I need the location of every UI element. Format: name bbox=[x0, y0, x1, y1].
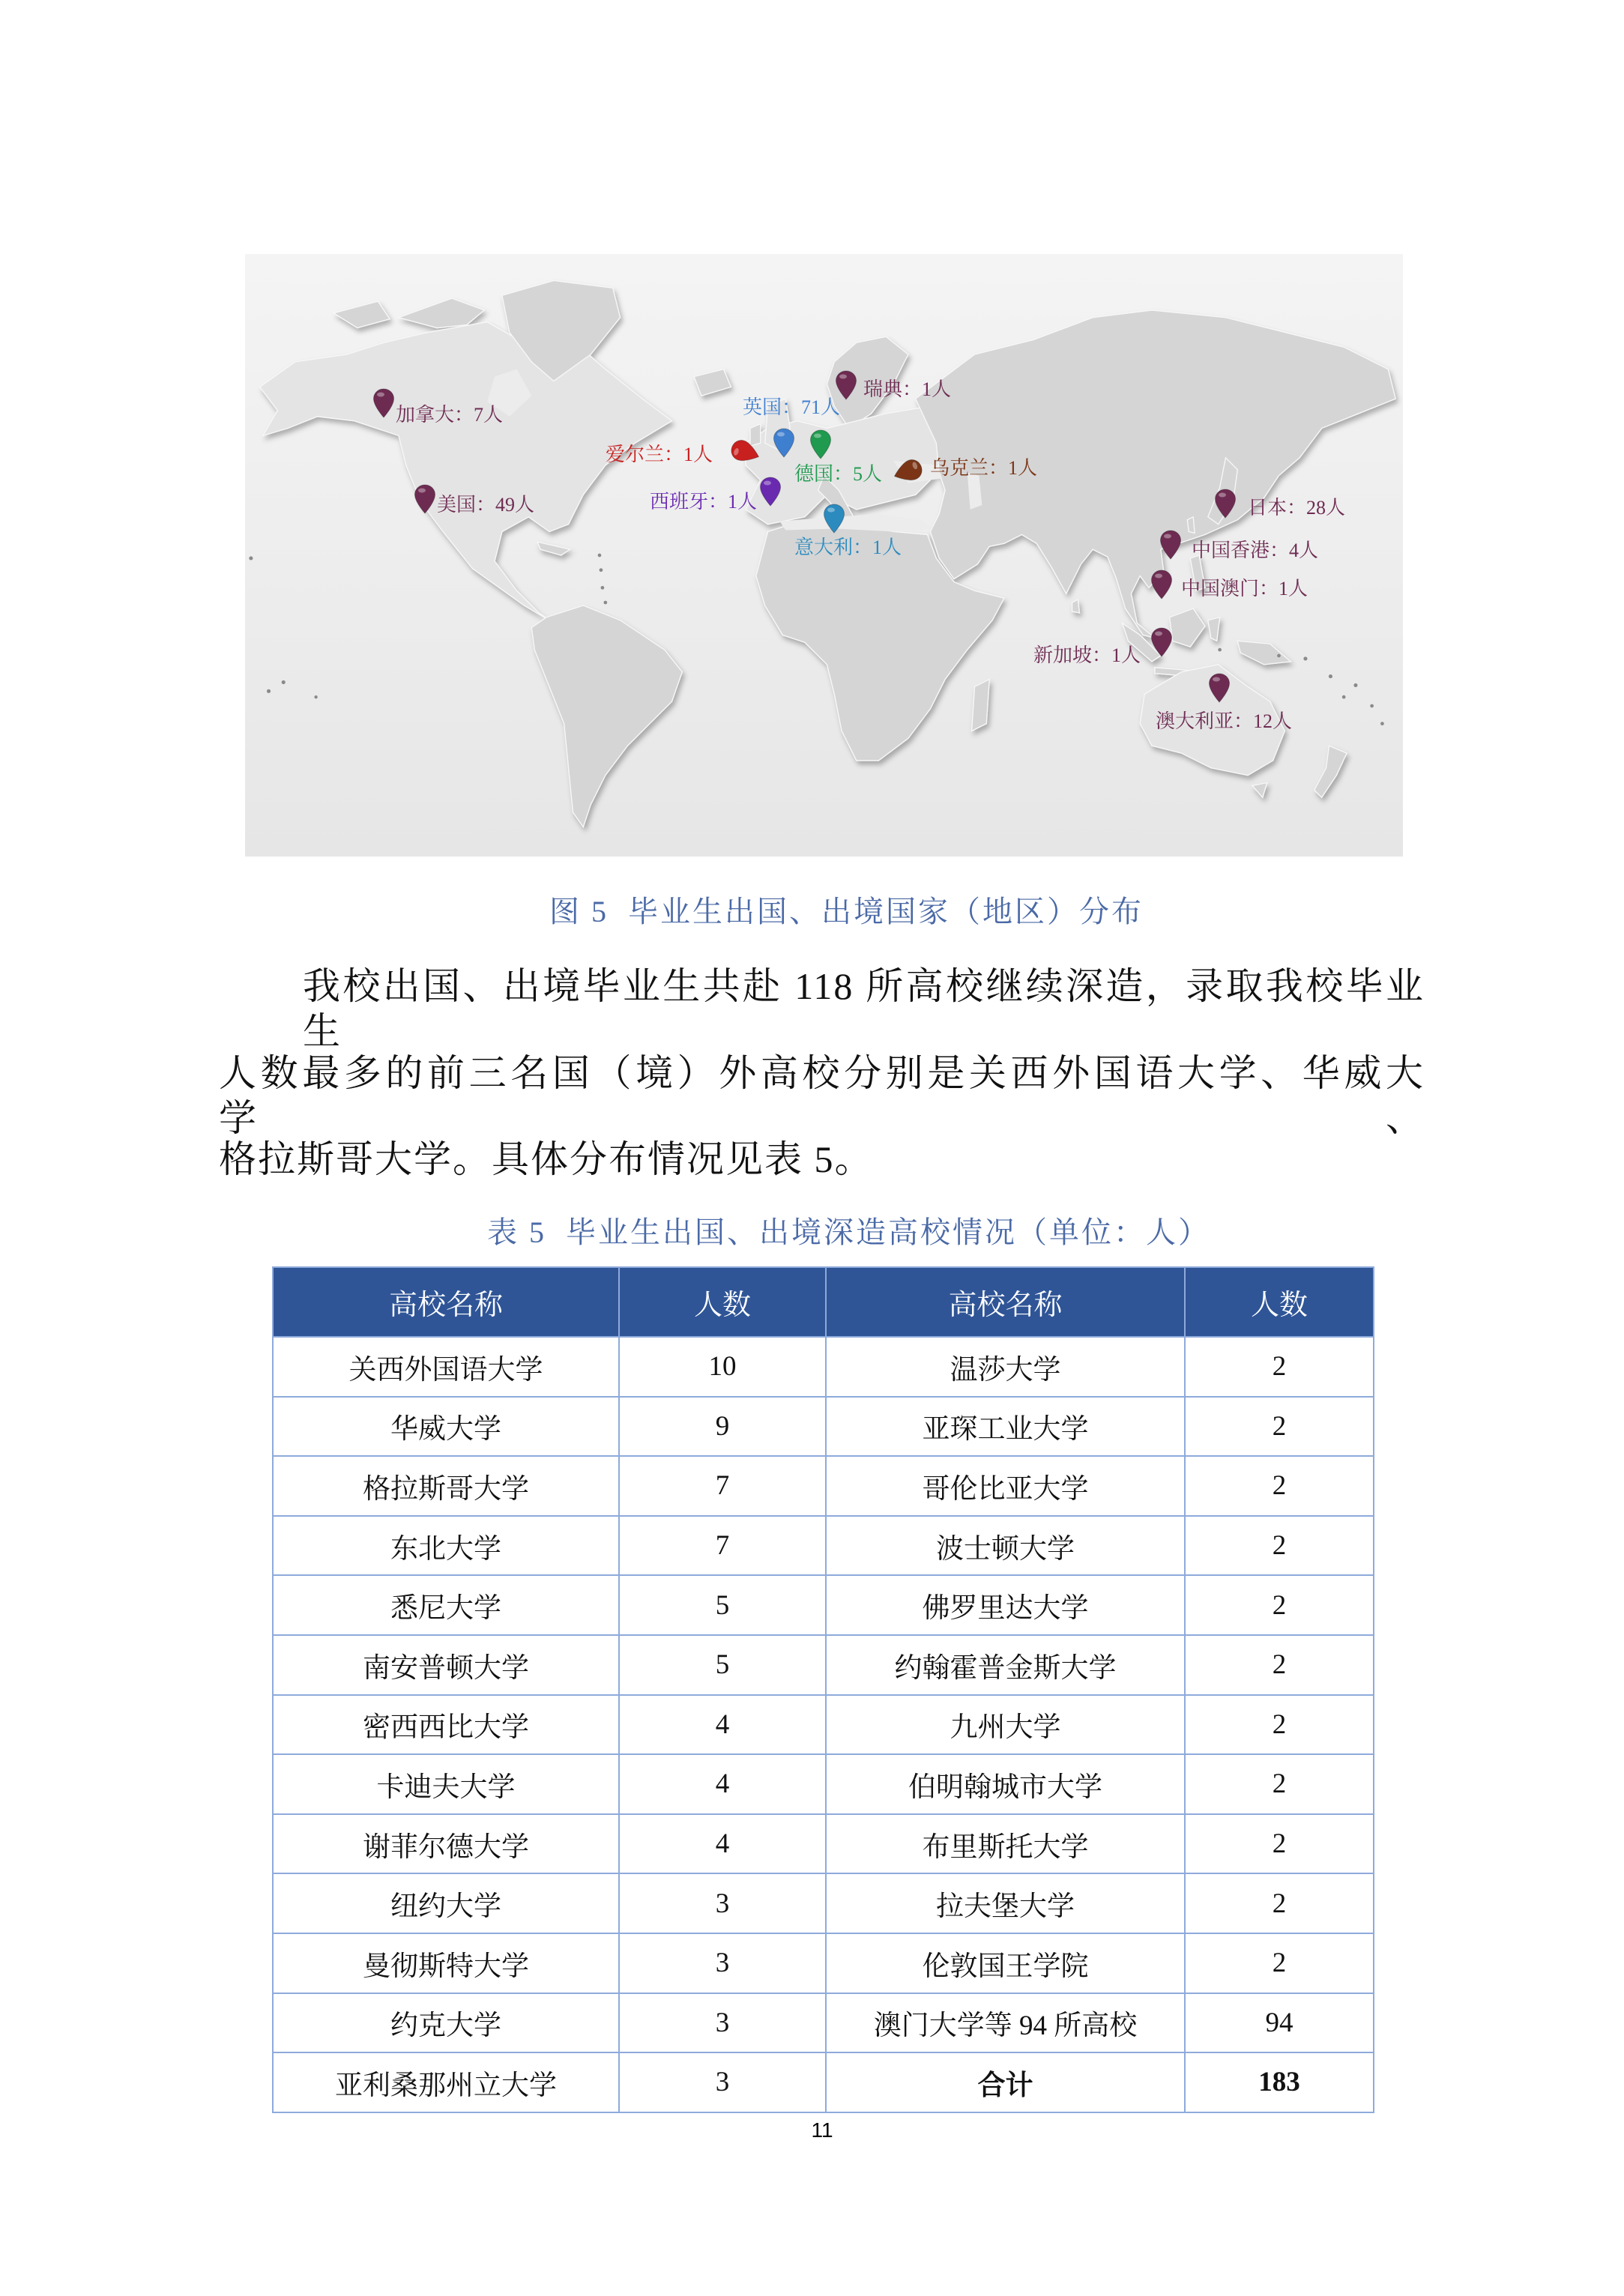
table-row bbox=[273, 1635, 1374, 1695]
table-cell-count: 5 bbox=[619, 1635, 826, 1695]
table-header-row bbox=[273, 1267, 1374, 1337]
table-cell-count: 7 bbox=[619, 1456, 826, 1516]
table-row bbox=[273, 1933, 1374, 1993]
table-cell-school: 谢菲尔德大学 bbox=[273, 1814, 619, 1874]
map-label-sweden: 瑞典：1人 bbox=[863, 378, 952, 400]
map-pin-icon bbox=[823, 504, 845, 534]
table-cell-count: 3 bbox=[619, 1933, 826, 1993]
map-pin-icon bbox=[835, 370, 857, 400]
table-cell-count: 4 bbox=[619, 1814, 826, 1874]
universities-table bbox=[272, 1266, 1374, 2113]
table-cell-count: 10 bbox=[619, 1337, 826, 1397]
page-number: 11 bbox=[811, 2118, 833, 2142]
table-cell-count: 2 bbox=[1185, 1873, 1374, 1933]
table-cell-school: 伦敦国王学院 bbox=[826, 1933, 1185, 1993]
world-map-figure bbox=[245, 254, 1403, 857]
table-cell-school: 澳门大学等 94 所高校 bbox=[826, 1993, 1185, 2053]
table-header-cell: 高校名称 bbox=[826, 1267, 1185, 1337]
map-pin-icon bbox=[809, 429, 832, 459]
table-cell-school: 曼彻斯特大学 bbox=[273, 1933, 619, 1993]
table-cell-count: 2 bbox=[1185, 1635, 1374, 1695]
figure-caption: 图 5 毕业生出国、出境国家（地区）分布 bbox=[549, 895, 1144, 928]
table-cell-school: 华威大学 bbox=[273, 1397, 619, 1457]
table-cell-count: 94 bbox=[1185, 1993, 1374, 2053]
map-pin-icon bbox=[1150, 570, 1173, 599]
map-pin-icon bbox=[1159, 530, 1182, 560]
map-label-ireland: 爱尔兰：1人 bbox=[606, 444, 713, 465]
table-caption: 表 5 毕业生出国、出境深造高校情况（单位：人） bbox=[487, 1215, 1210, 1249]
map-pin-icon bbox=[1208, 673, 1231, 703]
table-row bbox=[273, 1337, 1374, 1397]
table-cell-count: 7 bbox=[619, 1516, 826, 1576]
table-cell-count: 5 bbox=[619, 1575, 826, 1635]
table-cell-school: 密西西比大学 bbox=[273, 1695, 619, 1755]
table-cell-school: 纽约大学 bbox=[273, 1873, 619, 1933]
map-label-usa: 美国：49人 bbox=[437, 494, 535, 516]
table-header-cell: 人数 bbox=[619, 1267, 826, 1337]
map-label-japan: 日本：28人 bbox=[1248, 497, 1346, 519]
table-cell-count: 2 bbox=[1185, 1933, 1374, 1993]
north-america bbox=[260, 322, 672, 620]
table-cell-count: 3 bbox=[619, 1873, 826, 1933]
table-cell-school: 卡迪夫大学 bbox=[273, 1754, 619, 1814]
map-pin-icon bbox=[773, 428, 795, 458]
paragraph-line: 人数最多的前三名国（境）外高校分别是关西外国语大学、华威大学、 bbox=[219, 1052, 1425, 1139]
table-cell-school: 佛罗里达大学 bbox=[826, 1575, 1185, 1635]
table-cell-count: 2 bbox=[1185, 1337, 1374, 1397]
table-row bbox=[273, 1516, 1374, 1576]
table-cell-count: 2 bbox=[1185, 1814, 1374, 1874]
map-label-italy: 意大利：1人 bbox=[794, 537, 902, 558]
table-cell-count: 2 bbox=[1185, 1397, 1374, 1457]
table-cell-school: 东北大学 bbox=[273, 1516, 619, 1576]
map-pin-icon bbox=[759, 477, 782, 507]
paragraph-line: 格拉斯哥大学。具体分布情况见表 5。 bbox=[219, 1138, 874, 1180]
table-cell-school: 约克大学 bbox=[273, 1993, 619, 2053]
table-cell-school: 九州大学 bbox=[826, 1695, 1185, 1755]
map-label-germany: 德国：5人 bbox=[794, 463, 883, 485]
table-cell-count: 3 bbox=[619, 1993, 826, 2053]
map-label-canada: 加拿大：7人 bbox=[396, 404, 504, 426]
table-cell-school: 亚琛工业大学 bbox=[826, 1397, 1185, 1457]
table-cell-school: 布里斯托大学 bbox=[826, 1814, 1185, 1874]
iceland bbox=[694, 369, 731, 396]
table-cell-school: 南安普顿大学 bbox=[273, 1635, 619, 1695]
map-pin-icon bbox=[1214, 489, 1237, 519]
map-label-macau: 中国澳门：1人 bbox=[1181, 578, 1308, 599]
table-total-label: 合计 bbox=[826, 2052, 1185, 2112]
table-cell-count: 2 bbox=[1185, 1695, 1374, 1755]
paragraph-line: 我校出国、出境毕业生共赴 118 所高校继续深造，录取我校毕业生 bbox=[303, 965, 1425, 1052]
table-cell-school: 悉尼大学 bbox=[273, 1575, 619, 1635]
table-row bbox=[273, 1814, 1374, 1874]
table-row bbox=[273, 2052, 1374, 2112]
map-label-australia: 澳大利亚：12人 bbox=[1156, 710, 1293, 732]
map-pin-icon bbox=[1150, 627, 1173, 657]
map-label-spain: 西班牙：1人 bbox=[650, 491, 758, 513]
table-row bbox=[273, 1873, 1374, 1933]
table-row bbox=[273, 1993, 1374, 2053]
table-cell-count: 2 bbox=[1185, 1516, 1374, 1576]
table-row bbox=[273, 1456, 1374, 1516]
table-row bbox=[273, 1754, 1374, 1814]
table-row bbox=[273, 1397, 1374, 1457]
table-cell-school: 约翰霍普金斯大学 bbox=[826, 1635, 1185, 1695]
map-pin-icon bbox=[372, 388, 395, 418]
table-row bbox=[273, 1575, 1374, 1635]
table-cell-school: 伯明翰城市大学 bbox=[826, 1754, 1185, 1814]
map-label-hong-kong: 中国香港：4人 bbox=[1192, 540, 1319, 561]
table-cell-school: 关西外国语大学 bbox=[273, 1337, 619, 1397]
table-cell-school: 格拉斯哥大学 bbox=[273, 1456, 619, 1516]
map-pin-icon bbox=[414, 484, 436, 514]
table-cell-school: 亚利桑那州立大学 bbox=[273, 2052, 619, 2112]
map-label-singapore: 新加坡：1人 bbox=[1033, 644, 1141, 666]
table-header-cell: 人数 bbox=[1185, 1267, 1374, 1337]
table-cell-count: 4 bbox=[619, 1754, 826, 1814]
table-cell-count: 3 bbox=[619, 2052, 826, 2112]
map-label-uk: 英国：71人 bbox=[743, 396, 841, 418]
table-cell-school: 哥伦比亚大学 bbox=[826, 1456, 1185, 1516]
table-cell-school: 温莎大学 bbox=[826, 1337, 1185, 1397]
table-cell-count: 2 bbox=[1185, 1456, 1374, 1516]
south-america bbox=[531, 605, 682, 827]
table-total-value: 183 bbox=[1185, 2052, 1374, 2112]
map-label-ukraine: 乌克兰：1人 bbox=[930, 457, 1038, 479]
table-cell-school: 拉夫堡大学 bbox=[826, 1873, 1185, 1933]
table-row bbox=[273, 1695, 1374, 1755]
table-cell-count: 2 bbox=[1185, 1754, 1374, 1814]
table-cell-count: 9 bbox=[619, 1397, 826, 1457]
table-cell-count: 2 bbox=[1185, 1575, 1374, 1635]
table-cell-count: 4 bbox=[619, 1695, 826, 1755]
table-header-cell: 高校名称 bbox=[273, 1267, 619, 1337]
table-cell-school: 波士顿大学 bbox=[826, 1516, 1185, 1576]
